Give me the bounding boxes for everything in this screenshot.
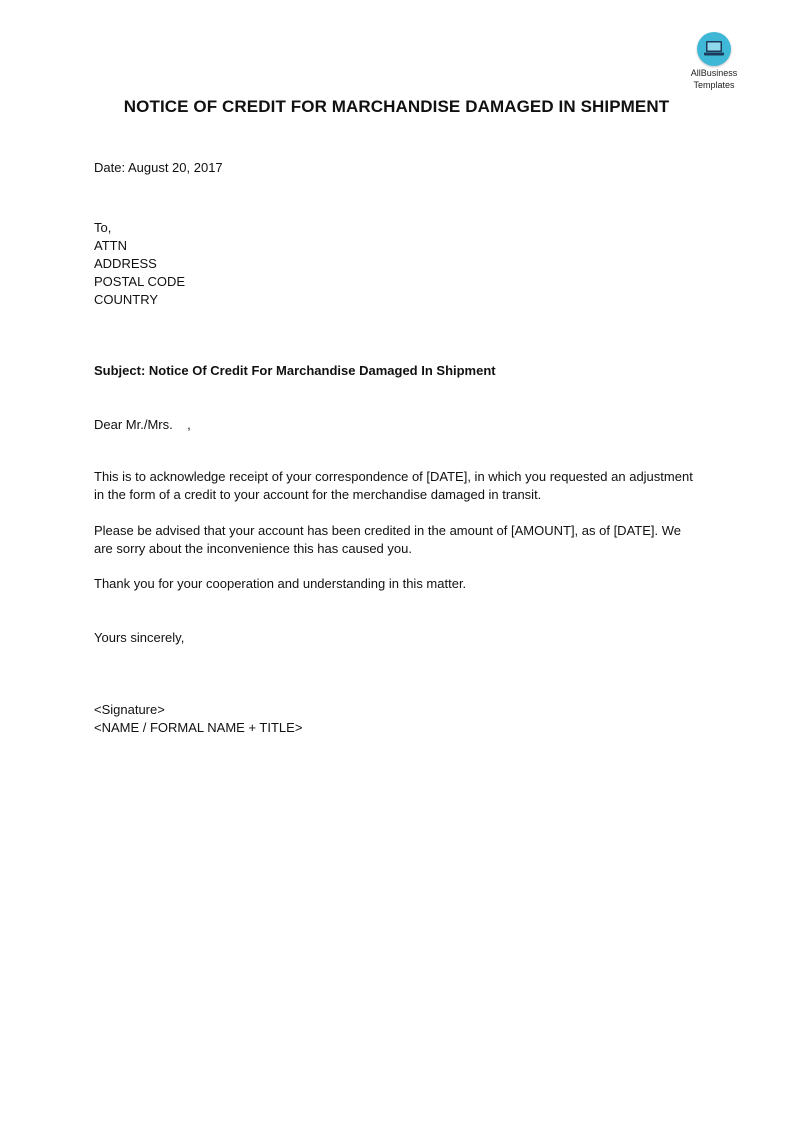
address-postal-code: POSTAL CODE: [94, 274, 186, 289]
body-paragraph-1: This is to acknowledge receipt of your correspondence of [DATE], in which you requested an adjustment in the form of a credit to your account for the merchandise damaged in transit.: [94, 469, 693, 502]
logo-text-line2: Templates: [693, 80, 735, 90]
body-paragraph-2: Please be advised that your account has been credited in the amount of [AMOUNT], as of [DATE]. We are sorry about the inconvenience this has caused you.: [94, 523, 681, 556]
document-title: NOTICE OF CREDIT FOR MARCHANDISE DAMAGED IN SHIPMENT: [123, 97, 670, 116]
salutation: Dear Mr./Mrs. ,: [94, 417, 191, 432]
logo-text-line1: AllBusiness: [690, 68, 738, 78]
address-line: ADDRESS: [94, 256, 157, 271]
address-to: To,: [94, 220, 112, 235]
subject-line: Subject: Notice Of Credit For Marchandise Damaged In Shipment: [94, 363, 496, 378]
address-country: COUNTRY: [94, 292, 159, 307]
body-paragraph-3: Thank you for your cooperation and understanding in this matter.: [94, 576, 467, 591]
date-line: Date: August 20, 2017: [94, 160, 223, 175]
laptop-icon: [703, 40, 725, 58]
signature-name-title: <NAME / FORMAL NAME + TITLE>: [94, 720, 303, 735]
closing: Yours sincerely,: [94, 630, 185, 645]
allbusiness-logo: [682, 32, 746, 90]
address-attn: ATTN: [94, 238, 127, 253]
logo-badge: [697, 32, 731, 66]
signature-placeholder: <Signature>: [94, 702, 165, 717]
